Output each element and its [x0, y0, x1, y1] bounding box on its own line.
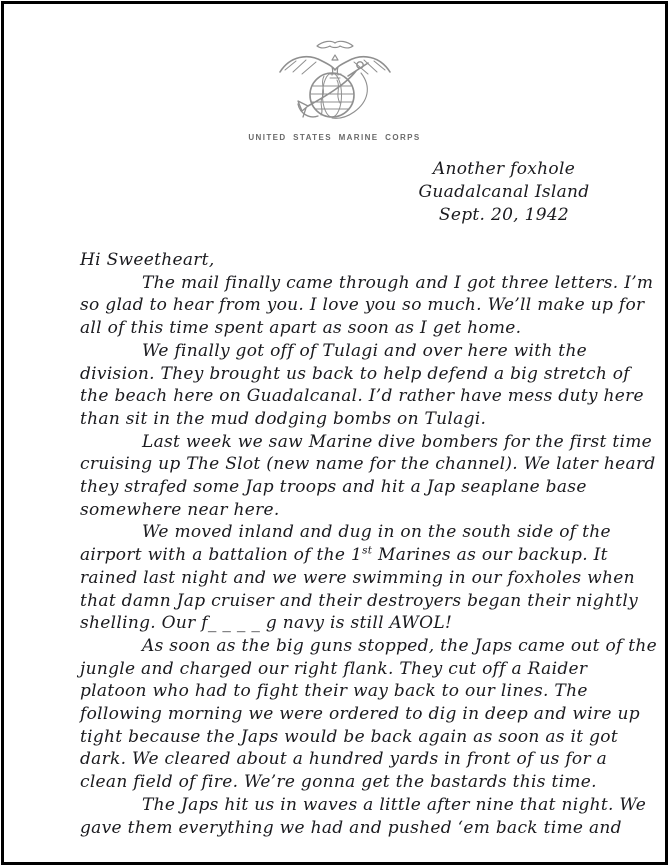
letter-heading-block	[389, 158, 619, 227]
usmc-eagle-globe-anchor-icon	[260, 38, 410, 130]
letter-line: airport with a battalion of the 1st Marines as our backup. It	[80, 544, 608, 566]
letter-line: that damn Jap cruiser and their destroyers began their nightly	[80, 590, 638, 611]
letter-paragraph	[80, 635, 658, 794]
heading-line: Sept. 20, 1942	[438, 205, 570, 225]
letter-page	[1, 1, 668, 865]
letter-line: jungle and charged our right flank. They cut off a Raider	[80, 658, 588, 679]
letter-line: all of this time spent apart as soon as I get home.	[80, 318, 522, 339]
letter-line: so glad to hear from you. I love you so much. We’ll make up for	[80, 295, 645, 316]
letter-line: Last week we saw Marine dive bombers for the first time	[142, 431, 652, 452]
letterhead	[4, 4, 665, 142]
letter-body	[80, 249, 658, 839]
letter-paragraph	[80, 340, 644, 431]
letter-paragraph	[80, 431, 656, 522]
letter-line: dark. We cleared about a hundred yards in front of us for a	[80, 749, 608, 770]
letter-line: The Japs hit us in waves a little after nine that night. We	[142, 794, 647, 815]
salutation: Hi Sweetheart,	[80, 250, 215, 270]
letter-line: than sit in the mud dodging bombs on Tulagi.	[80, 408, 487, 429]
letter-paragraph	[80, 272, 654, 340]
letter-line: We finally got off of Tulagi and over here with the	[142, 340, 588, 361]
paragraphs	[80, 272, 658, 840]
letterhead-title: UNITED STATES MARINE CORPS	[248, 133, 421, 142]
heading-line: Another foxhole	[432, 159, 576, 179]
letter-line: they strafed some Jap troops and hit a Jap seaplane base	[80, 477, 587, 498]
letter-line: cruising up The Slot (new name for the channel). We later heard	[80, 454, 656, 475]
letter-line: We moved inland and dug in on the south side of the	[142, 522, 611, 543]
letter-paragraph	[80, 521, 638, 635]
letter-paragraph	[80, 794, 647, 839]
letter-line: rained last night and we were swimming in our foxholes when	[80, 567, 635, 588]
letter-line: following morning we were ordered to dig in deep and wire up	[80, 704, 640, 725]
heading-line: Guadalcanal Island	[418, 182, 590, 202]
letter-line: clean field of fire. We’re gonna get the bastards this time.	[80, 772, 597, 793]
letter-line: The mail finally came through and I got three letters. I’m	[142, 272, 654, 293]
letter-line: somewhere near here.	[80, 499, 280, 520]
letter-line: division. They brought us back to help defend a big stretch of	[80, 363, 630, 384]
letter-line: gave them everything we had and pushed ‘em back time and	[80, 817, 622, 838]
letter-line: shelling. Our f_ _ _ _ g navy is still AWOL!	[80, 613, 453, 634]
letter-line: As soon as the big guns stopped, the Japs came out of the	[142, 635, 658, 656]
letter-line: platoon who had to fight their way back to our lines. The	[80, 681, 588, 702]
letter-line: tight because the Japs would be back again as soon as it got	[80, 726, 618, 747]
letter-line: the beach here on Guadalcanal. I’d rather have mess duty here	[80, 386, 644, 407]
